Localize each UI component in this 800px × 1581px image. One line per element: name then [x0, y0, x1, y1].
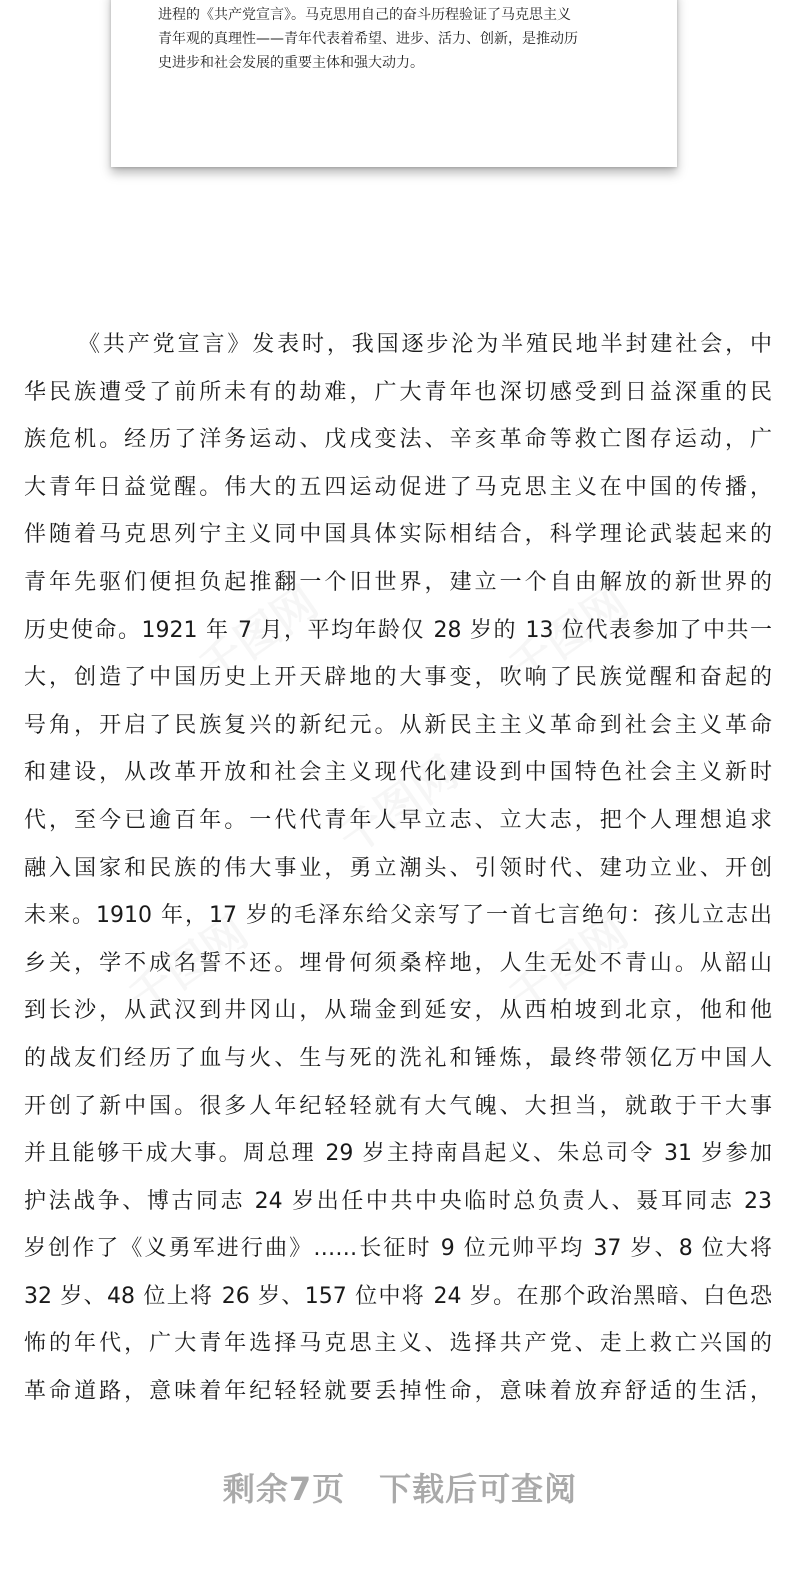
article-line: 并且能够干成大事。周总理 29 岁主持南昌起义、朱总司令 31 岁参加: [24, 1141, 772, 1167]
article-line: 华民族遭受了前所未有的劫难，广大青年也深切感受到日益深重的民: [24, 379, 772, 405]
quote-line: 青年观的真理性——青年代表着希望、进步、活力、创新，是推动历: [158, 31, 578, 47]
article-line: 号角，开启了民族复兴的新纪元。从新民主主义革命到社会主义革命: [24, 712, 772, 738]
article-line: 历史使命。1921 年 7 月，平均年龄仅 28 岁的 13 位代表参加了中共一: [24, 617, 772, 643]
article-line: 大，创造了中国历史上开天辟地的大事变，吹响了民族觉醒和奋起的: [24, 665, 772, 691]
article-line: 护法战争、博古同志 24 岁出任中共中央临时总负责人、聂耳同志 23: [24, 1188, 772, 1214]
article-line: 和建设，从改革开放和社会主义现代化建设到中国特色社会主义新时: [24, 760, 772, 786]
article-line: 革命道路，意味着年纪轻轻就要丢掉性命，意味着放弃舒适的生活，: [24, 1379, 772, 1405]
article-line: 伴随着马克思列宁主义同中国具体实际相结合，科学理论武装起来的: [24, 522, 772, 548]
quote-card: [111, 0, 677, 167]
article-line: 怖的年代，广大青年选择马克思主义、选择共产党、走上救亡兴国的: [24, 1331, 772, 1357]
article-line: 青年先驱们便担负起推翻一个旧世界，建立一个自由解放的新世界的: [24, 569, 772, 595]
download-more-banner[interactable]: [0, 1464, 800, 1510]
article-line: 到长沙，从武汉到井冈山，从瑞金到延安，从西柏坡到北京，他和他: [24, 998, 772, 1024]
article-line: 《共产党宣言》发表时，我国逐步沦为半殖民地半封建社会，中: [78, 332, 772, 357]
remaining-pages-text[interactable]: 剩余7页: [222, 1470, 346, 1508]
quote-line: 史进步和社会发展的重要主体和强大动力。: [158, 55, 424, 71]
article-body: [24, 321, 772, 1416]
quote-line: 进程的《共产党宣言》。马克思用自己的奋斗历程验证了马克思主义: [158, 7, 571, 23]
article-line: 32 岁、48 位上将 26 岁、157 位中将 24 岁。在那个政治黑暗、白色恐: [24, 1283, 772, 1309]
article-line: 融入国家和民族的伟大事业，勇立潮头、引领时代、建功立业、开创: [24, 855, 772, 881]
article-line: 的战友们经历了血与火、生与死的洗礼和锤炼，最终带领亿万中国人: [24, 1045, 772, 1071]
download-hint-text[interactable]: 下载后可查阅: [379, 1470, 578, 1508]
article-line: 未来。1910 年，17 岁的毛泽东给父亲写了一首七言绝句：孩儿立志出: [24, 903, 772, 929]
article-line: 大青年日益觉醒。伟大的五四运动促进了马克思主义在中国的传播，: [24, 474, 772, 500]
article-line: 乡关，学不成名誓不还。埋骨何须桑梓地，人生无处不青山。从韶山: [24, 950, 772, 976]
article-line: 开创了新中国。很多人年纪轻轻就有大气魄、大担当，就敢于干大事: [24, 1093, 772, 1119]
article-line: 族危机。经历了洋务运动、戊戌变法、辛亥革命等救亡图存运动，广: [24, 427, 772, 453]
article-line: 岁创作了《义勇军进行曲》……长征时 9 位元帅平均 37 岁、8 位大将: [24, 1236, 772, 1262]
article-line: 代，至今已逾百年。一代代青年人早立志、立大志，把个人理想追求: [24, 807, 772, 833]
